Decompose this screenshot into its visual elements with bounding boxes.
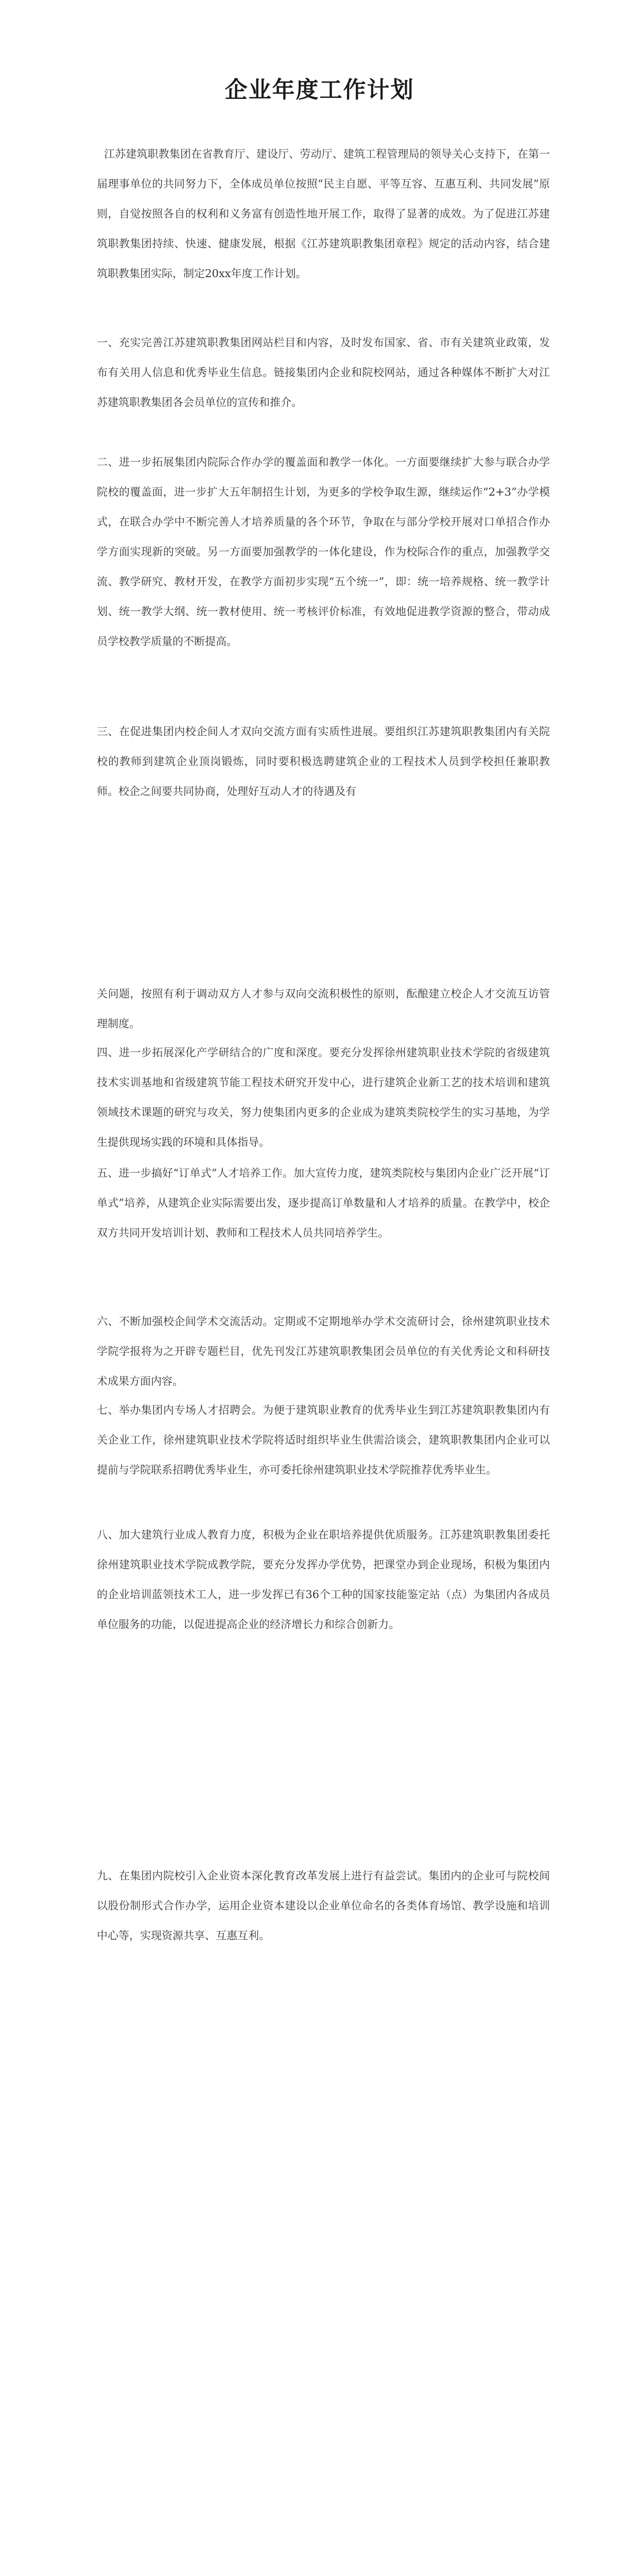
intro-paragraph: 江苏建筑职教集团在省教育厅、建设厅、劳动厅、建筑工程管理局的领导关心支持下，在第一届理事单位的共同努力下，全体成员单位按照“民主自愿、平等互容、互惠互利、共同发展”原则，自觉按照各自的权利和义务富有创造性地开展工作，取得了显著的成效。为了促进江苏建筑职教集团持续、快速、健康发展，根据《江苏建筑职教集团章程》规定的活动内容，结合建筑职教集团实际，制定20xx年度工作计划。 — [97, 148, 550, 280]
paragraph-item-3: 三、在促进集团内校企间人才双向交流方面有实质性进展。要组织江苏建筑职教集团内有关院校的教师到建筑企业顶岗锻炼，同时要积极选聘建筑企业的工程技术人员到学校担任兼职教师。校企之间要共同协商，处理好互动人才的待遇及有 — [97, 725, 550, 798]
paragraph-item-2: 二、进一步拓展集团内院际合作办学的覆盖面和教学一体化。一方面要继续扩大参与联合办学院校的覆盖面，进一步扩大五年制招生计划，为更多的学校争取生源，继续运作“2+3”办学模式，在联合办学中不断完善人才培养质量的各个环节，争取在与部分学校开展对口单招合作办学方面实现新的突破。另一方面要加强教学的一体化建设，作为校际合作的重点，加强教学交流、教学研究、教材开发，在教学方面初步实现“五个统一”，即：统一培养规格、统一教学计划、统一教学大纲、统一教材使用、统一考核评价标准，有效地促进教学资源的整合，带动成员学校教学质量的不断提高。 — [97, 456, 550, 648]
paragraph-item-5: 五、进一步搞好“订单式”人才培养工作。加大宣传力度，建筑类院校与集团内企业广泛开展“订单式”培养，从建筑企业实际需要出发，逐步提高订单数量和人才培养的质量。在教学中，校企双方共同开发培训计划、教师和工程技术人员共同培养学生。 — [97, 1167, 550, 1239]
paragraph-item-1: 一、充实完善江苏建筑职教集团网站栏目和内容，及时发布国家、省、市有关建筑业政策，发布有关用人信息和优秀毕业生信息。链接集团内企业和院校网站，通过各种媒体不断扩大对江苏建筑职教集团各会员单位的宣传和推介。 — [97, 336, 550, 409]
page-title: 企业年度工作计划 — [224, 77, 415, 103]
paragraph-item-4: 四、进一步拓展深化产学研结合的广度和深度。要充分发挥徐州建筑职业技术学院的省级建筑技术实训基地和省级建筑节能工程技术研究开发中心，进行建筑企业新工艺的技术培训和建筑领域技术课题的研究与攻关，努力使集团内更多的企业成为建筑类院校学生的实习基地，为学生提供现场实践的环境和具体指导。 — [97, 1046, 550, 1148]
paragraph-item-7: 七、举办集团内专场人才招聘会。为便于建筑职业教育的优秀毕业生到江苏建筑职教集团内有关企业工作，徐州建筑职业技术学院将适时组织毕业生供需洽谈会，建筑职教集团内企业可以提前与学院联系招聘优秀毕业生，亦可委托徐州建筑职业技术学院推荐优秀毕业生。 — [97, 1404, 550, 1476]
paragraph-item-8: 八、加大建筑行业成人教育力度，积极为企业在职培养提供优质服务。江苏建筑职教集团委托徐州建筑职业技术学院成教学院，要充分发挥办学优势，把课堂办到企业现场，积极为集团内的企业培训蓝领技术工人，进一步发挥已有36个工种的国家技能鉴定站（点）为集团内各成员单位服务的功能，以促进提高企业的经济增长力和综合创新力。 — [97, 1529, 550, 1631]
paragraph-item-9: 九、在集团内院校引入企业资本深化教育改革发展上进行有益尝试。集团内的企业可与院校间以股份制形式合作办学，运用企业资本建设以企业单位命名的各类体育场馆、教学设施和培训中心等，实现资源共享、互惠互利。 — [97, 1870, 550, 1942]
paragraph-item-3-continued: 关问题，按照有利于调动双方人才参与双向交流积极性的原则，酝酿建立校企人才交流互访管理制度。 — [97, 988, 550, 1030]
paragraph-item-6: 六、不断加强校企间学术交流活动。定期或不定期地举办学术交流研讨会，徐州建筑职业技术学院学报将为之开辟专题栏目，优先刊发江苏建筑职教集团会员单位的有关优秀论文和科研技术成果方面内容。 — [97, 1315, 550, 1387]
